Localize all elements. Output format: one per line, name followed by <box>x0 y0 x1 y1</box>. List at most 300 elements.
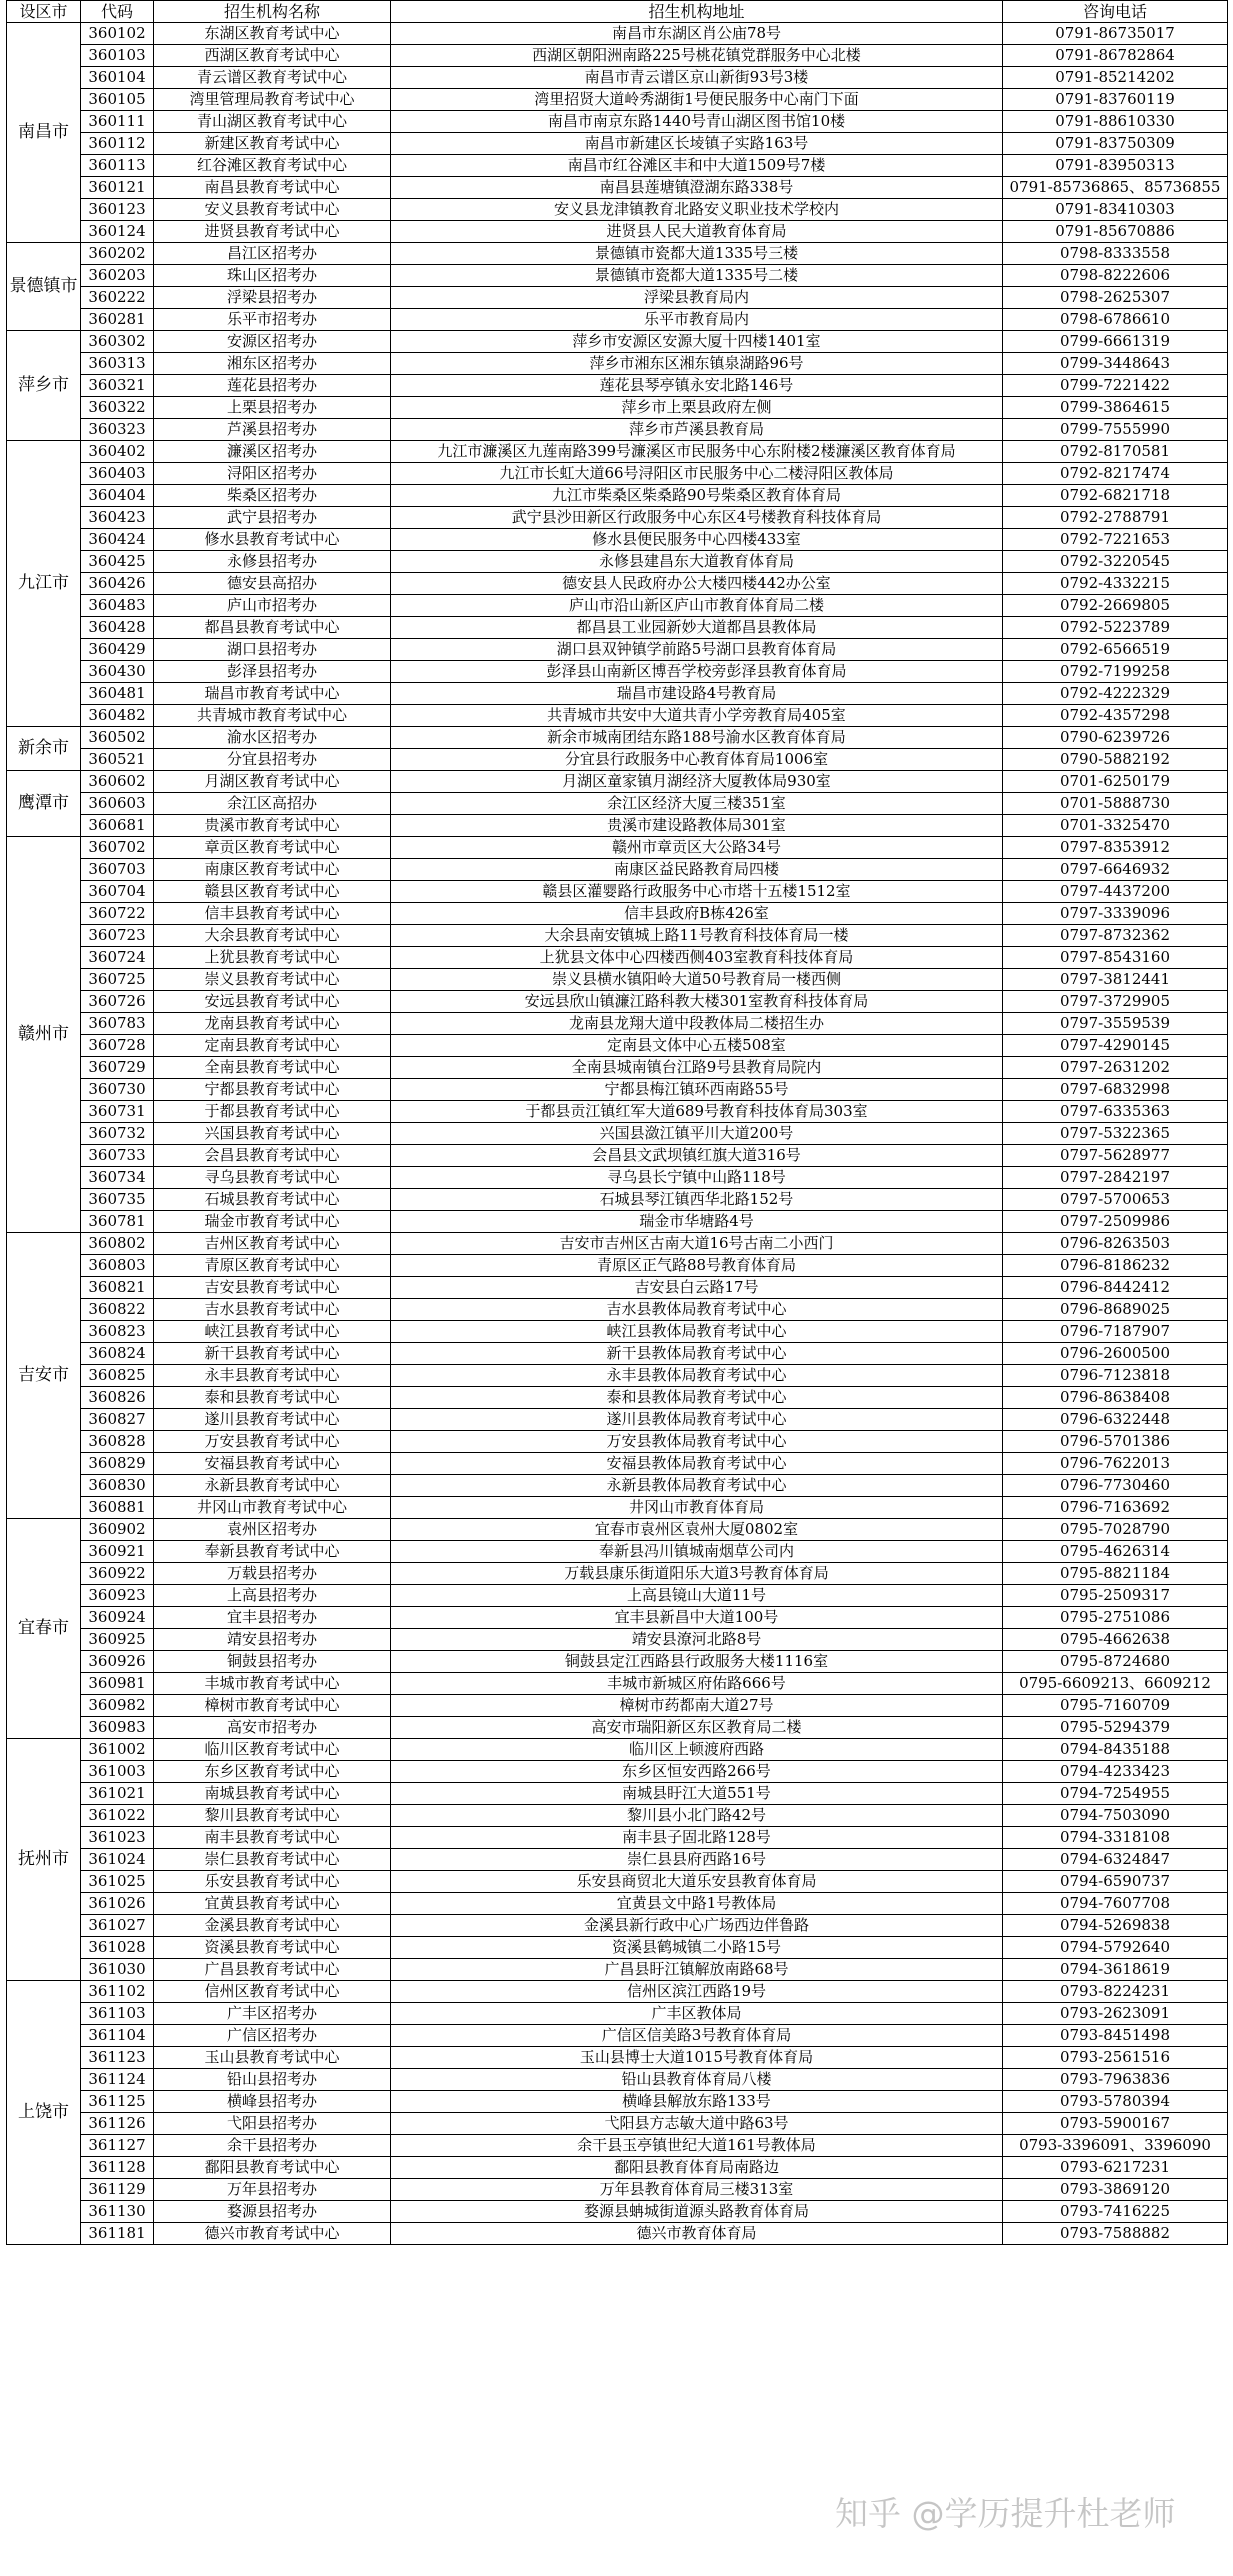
code-cell: 360921 <box>81 1541 154 1563</box>
table-row <box>7 1761 1228 1783</box>
name-cell: 广信区招考办 <box>154 2025 391 2047</box>
phone-cell: 0791-85670886 <box>1003 221 1228 243</box>
phone-cell: 0793-5900167 <box>1003 2113 1228 2135</box>
address-cell: 南康区益民路教育局四楼 <box>391 859 1003 881</box>
address-cell: 瑞昌市建设路4号教育局 <box>391 683 1003 705</box>
table-row <box>7 2025 1228 2047</box>
city-cell: 九江市 <box>7 441 81 727</box>
table-row <box>7 1035 1228 1057</box>
name-cell: 鄱阳县教育考试中心 <box>154 2157 391 2179</box>
name-cell: 龙南县教育考试中心 <box>154 1013 391 1035</box>
phone-cell: 0797-3812441 <box>1003 969 1228 991</box>
phone-cell: 0793-5780394 <box>1003 2091 1228 2113</box>
code-cell: 361126 <box>81 2113 154 2135</box>
address-cell: 资溪县鹤城镇二小路15号 <box>391 1937 1003 1959</box>
table-row <box>7 1739 1228 1761</box>
code-cell: 360827 <box>81 1409 154 1431</box>
code-cell: 361022 <box>81 1805 154 1827</box>
name-cell: 宜黄县教育考试中心 <box>154 1893 391 1915</box>
code-cell: 360731 <box>81 1101 154 1123</box>
code-cell: 361181 <box>81 2223 154 2245</box>
phone-cell: 0796-8263503 <box>1003 1233 1228 1255</box>
table-row <box>7 2223 1228 2245</box>
address-cell: 永修县建昌东大道教育体育局 <box>391 551 1003 573</box>
table-row <box>7 859 1228 881</box>
address-cell: 庐山市沿山新区庐山市教育体育局二楼 <box>391 595 1003 617</box>
table-row <box>7 2091 1228 2113</box>
name-cell: 高安市招考办 <box>154 1717 391 1739</box>
code-cell: 360481 <box>81 683 154 705</box>
phone-cell: 0797-3339096 <box>1003 903 1228 925</box>
address-cell: 安远县欣山镇濂江路科教大楼301室教育科技体育局 <box>391 991 1003 1013</box>
phone-cell: 0793-7588882 <box>1003 2223 1228 2245</box>
code-cell: 360724 <box>81 947 154 969</box>
name-cell: 德兴市教育考试中心 <box>154 2223 391 2245</box>
name-cell: 永丰县教育考试中心 <box>154 1365 391 1387</box>
phone-cell: 0794-3618619 <box>1003 1959 1228 1981</box>
phone-cell: 0799-7555990 <box>1003 419 1228 441</box>
address-cell: 于都县贡江镇红军大道689号教育科技体育局303室 <box>391 1101 1003 1123</box>
address-cell: 靖安县潦河北路8号 <box>391 1629 1003 1651</box>
phone-cell: 0799-6661319 <box>1003 331 1228 353</box>
code-cell: 360702 <box>81 837 154 859</box>
table-row <box>7 2113 1228 2135</box>
name-cell: 泰和县教育考试中心 <box>154 1387 391 1409</box>
code-cell: 360102 <box>81 23 154 45</box>
phone-cell: 0795-6609213、6609212 <box>1003 1673 1228 1695</box>
table-row <box>7 1123 1228 1145</box>
phone-cell: 0794-7254955 <box>1003 1783 1228 1805</box>
phone-cell: 0793-3869120 <box>1003 2179 1228 2201</box>
address-cell: 吉安县白云路17号 <box>391 1277 1003 1299</box>
table-row <box>7 23 1228 45</box>
name-cell: 丰城市教育考试中心 <box>154 1673 391 1695</box>
code-cell: 360323 <box>81 419 154 441</box>
address-cell: 南丰县子固北路128号 <box>391 1827 1003 1849</box>
name-cell: 南昌县教育考试中心 <box>154 177 391 199</box>
table-row <box>7 1145 1228 1167</box>
table-row <box>7 1233 1228 1255</box>
city-cell: 新余市 <box>7 727 81 771</box>
name-cell: 定南县教育考试中心 <box>154 1035 391 1057</box>
name-cell: 吉州区教育考试中心 <box>154 1233 391 1255</box>
name-cell: 万安县教育考试中心 <box>154 1431 391 1453</box>
name-cell: 玉山县教育考试中心 <box>154 2047 391 2069</box>
address-cell: 进贤县人民大道教育体育局 <box>391 221 1003 243</box>
code-cell: 360112 <box>81 133 154 155</box>
table-row <box>7 1387 1228 1409</box>
city-cell: 赣州市 <box>7 837 81 1233</box>
address-cell: 瑞金市华塘路4号 <box>391 1211 1003 1233</box>
name-cell: 新干县教育考试中心 <box>154 1343 391 1365</box>
table-row <box>7 1585 1228 1607</box>
name-cell: 湘东区招考办 <box>154 353 391 375</box>
name-cell: 上高县招考办 <box>154 1585 391 1607</box>
name-cell: 安远县教育考试中心 <box>154 991 391 1013</box>
phone-cell: 0796-7123818 <box>1003 1365 1228 1387</box>
table-row <box>7 1871 1228 1893</box>
table-row <box>7 375 1228 397</box>
address-cell: 浮梁县教育局内 <box>391 287 1003 309</box>
address-cell: 崇仁县县府西路16号 <box>391 1849 1003 1871</box>
table-row <box>7 353 1228 375</box>
phone-cell: 0797-5700653 <box>1003 1189 1228 1211</box>
table-row <box>7 1255 1228 1277</box>
name-cell: 东湖区教育考试中心 <box>154 23 391 45</box>
code-cell: 360313 <box>81 353 154 375</box>
name-cell: 万载县招考办 <box>154 1563 391 1585</box>
phone-cell: 0797-6832998 <box>1003 1079 1228 1101</box>
name-cell: 青云谱区教育考试中心 <box>154 67 391 89</box>
name-cell: 铅山县招考办 <box>154 2069 391 2091</box>
phone-cell: 0794-8435188 <box>1003 1739 1228 1761</box>
name-cell: 吉安县教育考试中心 <box>154 1277 391 1299</box>
table-row <box>7 463 1228 485</box>
name-cell: 婺源县招考办 <box>154 2201 391 2223</box>
address-cell: 余干县玉亭镇世纪大道161号教体局 <box>391 2135 1003 2157</box>
name-cell: 信州区教育考试中心 <box>154 1981 391 2003</box>
phone-cell: 0797-3559539 <box>1003 1013 1228 1035</box>
code-cell: 360121 <box>81 177 154 199</box>
code-cell: 360302 <box>81 331 154 353</box>
phone-cell: 0797-6335363 <box>1003 1101 1228 1123</box>
phone-cell: 0797-4290145 <box>1003 1035 1228 1057</box>
header-code: 代码 <box>81 1 154 23</box>
table-row <box>7 89 1228 111</box>
code-cell: 360704 <box>81 881 154 903</box>
table-row <box>7 1167 1228 1189</box>
name-cell: 奉新县教育考试中心 <box>154 1541 391 1563</box>
phone-cell: 0797-8732362 <box>1003 925 1228 947</box>
table-row <box>7 1211 1228 1233</box>
table-row <box>7 441 1228 463</box>
code-cell: 361102 <box>81 1981 154 2003</box>
name-cell: 南康区教育考试中心 <box>154 859 391 881</box>
table-row <box>7 639 1228 661</box>
table-row <box>7 771 1228 793</box>
phone-cell: 0791-86782864 <box>1003 45 1228 67</box>
phone-cell: 0793-3396091、3396090 <box>1003 2135 1228 2157</box>
table-row <box>7 67 1228 89</box>
phone-cell: 0797-2842197 <box>1003 1167 1228 1189</box>
phone-cell: 0796-5701386 <box>1003 1431 1228 1453</box>
address-cell: 吉水县教体局教育考试中心 <box>391 1299 1003 1321</box>
phone-cell: 0792-5223789 <box>1003 617 1228 639</box>
table-row <box>7 309 1228 331</box>
admission-office-table <box>6 0 1228 2245</box>
code-cell: 360322 <box>81 397 154 419</box>
address-cell: 萍乡市芦溪县教育局 <box>391 419 1003 441</box>
phone-cell: 0794-5269838 <box>1003 1915 1228 1937</box>
address-cell: 高安市瑞阳新区东区教育局二楼 <box>391 1717 1003 1739</box>
address-cell: 南昌市东湖区肖公庙78号 <box>391 23 1003 45</box>
address-cell: 湾里招贤大道岭秀湖街1号便民服务中心南门下面 <box>391 89 1003 111</box>
phone-cell: 0701-6250179 <box>1003 771 1228 793</box>
table-row <box>7 1409 1228 1431</box>
phone-cell: 0797-5628977 <box>1003 1145 1228 1167</box>
table-row <box>7 2003 1228 2025</box>
table-row <box>7 683 1228 705</box>
name-cell: 宜丰县招考办 <box>154 1607 391 1629</box>
address-cell: 石城县琴江镇西华北路152号 <box>391 1189 1003 1211</box>
code-cell: 360603 <box>81 793 154 815</box>
code-cell: 360823 <box>81 1321 154 1343</box>
phone-cell: 0796-8638408 <box>1003 1387 1228 1409</box>
address-cell: 信丰县政府B栋426室 <box>391 903 1003 925</box>
phone-cell: 0797-4437200 <box>1003 881 1228 903</box>
table-row <box>7 1629 1228 1651</box>
phone-cell: 0797-2631202 <box>1003 1057 1228 1079</box>
table-row <box>7 727 1228 749</box>
code-cell: 360111 <box>81 111 154 133</box>
name-cell: 安义县教育考试中心 <box>154 199 391 221</box>
table-row <box>7 1607 1228 1629</box>
table-row <box>7 1695 1228 1717</box>
name-cell: 余江区高招办 <box>154 793 391 815</box>
name-cell: 昌江区招考办 <box>154 243 391 265</box>
address-cell: 泰和县教体局教育考试中心 <box>391 1387 1003 1409</box>
name-cell: 金溪县教育考试中心 <box>154 1915 391 1937</box>
phone-cell: 0793-7416225 <box>1003 2201 1228 2223</box>
address-cell: 南昌县莲塘镇澄湖东路338号 <box>391 177 1003 199</box>
table-row <box>7 397 1228 419</box>
address-cell: 湖口县双钟镇学前路5号湖口县教育体育局 <box>391 639 1003 661</box>
address-cell: 九江市长虹大道66号浔阳区市民服务中心二楼浔阳区教体局 <box>391 463 1003 485</box>
address-cell: 临川区上顿渡府西路 <box>391 1739 1003 1761</box>
code-cell: 360483 <box>81 595 154 617</box>
address-cell: 玉山县博士大道1015号教育体育局 <box>391 2047 1003 2069</box>
table-row <box>7 1365 1228 1387</box>
phone-cell: 0797-5322365 <box>1003 1123 1228 1145</box>
code-cell: 361030 <box>81 1959 154 1981</box>
table-body <box>7 23 1228 2245</box>
address-cell: 大余县南安镇城上路11号教育科技体育局一楼 <box>391 925 1003 947</box>
address-cell: 月湖区童家镇月湖经济大厦教体局930室 <box>391 771 1003 793</box>
phone-cell: 0792-8217474 <box>1003 463 1228 485</box>
table-header-row <box>7 1 1228 23</box>
name-cell: 信丰县教育考试中心 <box>154 903 391 925</box>
code-cell: 361023 <box>81 1827 154 1849</box>
phone-cell: 0794-4233423 <box>1003 1761 1228 1783</box>
table-row <box>7 573 1228 595</box>
table-row <box>7 331 1228 353</box>
code-cell: 360822 <box>81 1299 154 1321</box>
name-cell: 西湖区教育考试中心 <box>154 45 391 67</box>
address-cell: 修水县便民服务中心四楼433室 <box>391 529 1003 551</box>
table-row <box>7 661 1228 683</box>
phone-cell: 0799-3448643 <box>1003 353 1228 375</box>
code-cell: 360983 <box>81 1717 154 1739</box>
name-cell: 修水县教育考试中心 <box>154 529 391 551</box>
phone-cell: 0794-6590737 <box>1003 1871 1228 1893</box>
name-cell: 兴国县教育考试中心 <box>154 1123 391 1145</box>
address-cell: 赣州市章贡区大公路34号 <box>391 837 1003 859</box>
code-cell: 360922 <box>81 1563 154 1585</box>
table-row <box>7 969 1228 991</box>
table-row <box>7 2157 1228 2179</box>
phone-cell: 0795-2509317 <box>1003 1585 1228 1607</box>
table-row <box>7 111 1228 133</box>
address-cell: 广丰区教体局 <box>391 2003 1003 2025</box>
code-cell: 360828 <box>81 1431 154 1453</box>
table-row <box>7 1299 1228 1321</box>
phone-cell: 0799-7221422 <box>1003 375 1228 397</box>
address-cell: 兴国县潋江镇平川大道200号 <box>391 1123 1003 1145</box>
table-row <box>7 991 1228 1013</box>
code-cell: 360732 <box>81 1123 154 1145</box>
city-cell: 上饶市 <box>7 1981 81 2245</box>
name-cell: 青原区教育考试中心 <box>154 1255 391 1277</box>
table-row <box>7 529 1228 551</box>
code-cell: 360829 <box>81 1453 154 1475</box>
table-row <box>7 287 1228 309</box>
address-cell: 都昌县工业园新妙大道都昌县教体局 <box>391 617 1003 639</box>
address-cell: 广昌县盱江镇解放南路68号 <box>391 1959 1003 1981</box>
table-row <box>7 1651 1228 1673</box>
phone-cell: 0796-8442412 <box>1003 1277 1228 1299</box>
phone-cell: 0791-86735017 <box>1003 23 1228 45</box>
phone-cell: 0791-88610330 <box>1003 111 1228 133</box>
phone-cell: 0792-4332215 <box>1003 573 1228 595</box>
address-cell: 信州区滨江西路19号 <box>391 1981 1003 2003</box>
code-cell: 360404 <box>81 485 154 507</box>
address-cell: 广信区信美路3号教育体育局 <box>391 2025 1003 2047</box>
code-cell: 360403 <box>81 463 154 485</box>
code-cell: 360428 <box>81 617 154 639</box>
address-cell: 九江市濂溪区九莲南路399号濂溪区市民服务中心东附楼2楼濂溪区教育体育局 <box>391 441 1003 463</box>
table-row <box>7 1189 1228 1211</box>
address-cell: 崇义县横水镇阳岭大道50号教育局一楼西侧 <box>391 969 1003 991</box>
phone-cell: 0795-7160709 <box>1003 1695 1228 1717</box>
table-row <box>7 1497 1228 1519</box>
code-cell: 360802 <box>81 1233 154 1255</box>
address-cell: 西湖区朝阳洲南路225号桃花镇党群服务中心北楼 <box>391 45 1003 67</box>
phone-cell: 0793-6217231 <box>1003 2157 1228 2179</box>
code-cell: 361021 <box>81 1783 154 1805</box>
code-cell: 360123 <box>81 199 154 221</box>
code-cell: 360722 <box>81 903 154 925</box>
code-cell: 360981 <box>81 1673 154 1695</box>
name-cell: 上栗县招考办 <box>154 397 391 419</box>
name-cell: 瑞昌市教育考试中心 <box>154 683 391 705</box>
phone-cell: 0793-8224231 <box>1003 1981 1228 2003</box>
phone-cell: 0797-2509986 <box>1003 1211 1228 1233</box>
code-cell: 360202 <box>81 243 154 265</box>
name-cell: 德安县高招办 <box>154 573 391 595</box>
code-cell: 360821 <box>81 1277 154 1299</box>
phone-cell: 0795-2751086 <box>1003 1607 1228 1629</box>
code-cell: 360424 <box>81 529 154 551</box>
phone-cell: 0791-85736865、85736855 <box>1003 177 1228 199</box>
phone-cell: 0794-3318108 <box>1003 1827 1228 1849</box>
address-cell: 德安县人民政府办公大楼四楼442办公室 <box>391 573 1003 595</box>
table-row <box>7 1717 1228 1739</box>
address-cell: 黎川县小北门路42号 <box>391 1805 1003 1827</box>
table-row <box>7 1079 1228 1101</box>
phone-cell: 0793-8451498 <box>1003 2025 1228 2047</box>
table-row <box>7 1937 1228 1959</box>
name-cell: 武宁县招考办 <box>154 507 391 529</box>
name-cell: 乐安县教育考试中心 <box>154 1871 391 1893</box>
phone-cell: 0791-85214202 <box>1003 67 1228 89</box>
name-cell: 莲花县招考办 <box>154 375 391 397</box>
code-cell: 360402 <box>81 441 154 463</box>
code-cell: 360733 <box>81 1145 154 1167</box>
phone-cell: 0796-7622013 <box>1003 1453 1228 1475</box>
name-cell: 全南县教育考试中心 <box>154 1057 391 1079</box>
address-cell: 景德镇市瓷都大道1335号二楼 <box>391 265 1003 287</box>
address-cell: 上犹县文体中心四楼西侧403室教育科技体育局 <box>391 947 1003 969</box>
address-cell: 莲花县琴亭镇永安北路146号 <box>391 375 1003 397</box>
phone-cell: 0792-3220545 <box>1003 551 1228 573</box>
table-row <box>7 1959 1228 1981</box>
name-cell: 临川区教育考试中心 <box>154 1739 391 1761</box>
header-city: 设区市 <box>7 1 81 23</box>
name-cell: 崇义县教育考试中心 <box>154 969 391 991</box>
code-cell: 361027 <box>81 1915 154 1937</box>
table-row <box>7 1915 1228 1937</box>
code-cell: 360423 <box>81 507 154 529</box>
code-cell: 360830 <box>81 1475 154 1497</box>
code-cell: 360113 <box>81 155 154 177</box>
table-row <box>7 881 1228 903</box>
code-cell: 360902 <box>81 1519 154 1541</box>
table-row <box>7 1783 1228 1805</box>
table-row <box>7 155 1228 177</box>
code-cell: 360729 <box>81 1057 154 1079</box>
name-cell: 彭泽县招考办 <box>154 661 391 683</box>
city-cell: 景德镇市 <box>7 243 81 331</box>
table-row <box>7 199 1228 221</box>
code-cell: 360783 <box>81 1013 154 1035</box>
name-cell: 上犹县教育考试中心 <box>154 947 391 969</box>
code-cell: 361002 <box>81 1739 154 1761</box>
address-cell: 南昌市新建区长堎镇子实路163号 <box>391 133 1003 155</box>
phone-cell: 0701-5888730 <box>1003 793 1228 815</box>
name-cell: 都昌县教育考试中心 <box>154 617 391 639</box>
address-cell: 九江市柴桑区柴桑路90号柴桑区教育体育局 <box>391 485 1003 507</box>
address-cell: 新余市城南团结东路188号渝水区教育体育局 <box>391 727 1003 749</box>
name-cell: 宁都县教育考试中心 <box>154 1079 391 1101</box>
phone-cell: 0792-8170581 <box>1003 441 1228 463</box>
phone-cell: 0791-83410303 <box>1003 199 1228 221</box>
code-cell: 360982 <box>81 1695 154 1717</box>
code-cell: 360803 <box>81 1255 154 1277</box>
table-row <box>7 1321 1228 1343</box>
table-row <box>7 2179 1228 2201</box>
phone-cell: 0790-5882192 <box>1003 749 1228 771</box>
phone-cell: 0792-6821718 <box>1003 485 1228 507</box>
table-row <box>7 1475 1228 1497</box>
name-cell: 柴桑区招考办 <box>154 485 391 507</box>
table-row <box>7 1431 1228 1453</box>
address-cell: 萍乡市安源区安源大厦十四楼1401室 <box>391 331 1003 353</box>
name-cell: 石城县教育考试中心 <box>154 1189 391 1211</box>
code-cell: 360726 <box>81 991 154 1013</box>
address-cell: 分宜县行政服务中心教育体育局1006室 <box>391 749 1003 771</box>
city-cell: 宜春市 <box>7 1519 81 1739</box>
code-cell: 360426 <box>81 573 154 595</box>
phone-cell: 0791-83950313 <box>1003 155 1228 177</box>
name-cell: 资溪县教育考试中心 <box>154 1937 391 1959</box>
code-cell: 360723 <box>81 925 154 947</box>
name-cell: 永新县教育考试中心 <box>154 1475 391 1497</box>
city-cell: 吉安市 <box>7 1233 81 1519</box>
header-name: 招生机构名称 <box>154 1 391 23</box>
address-cell: 安义县龙津镇教育北路安义职业技术学校内 <box>391 199 1003 221</box>
name-cell: 铜鼓县招考办 <box>154 1651 391 1673</box>
name-cell: 东乡区教育考试中心 <box>154 1761 391 1783</box>
